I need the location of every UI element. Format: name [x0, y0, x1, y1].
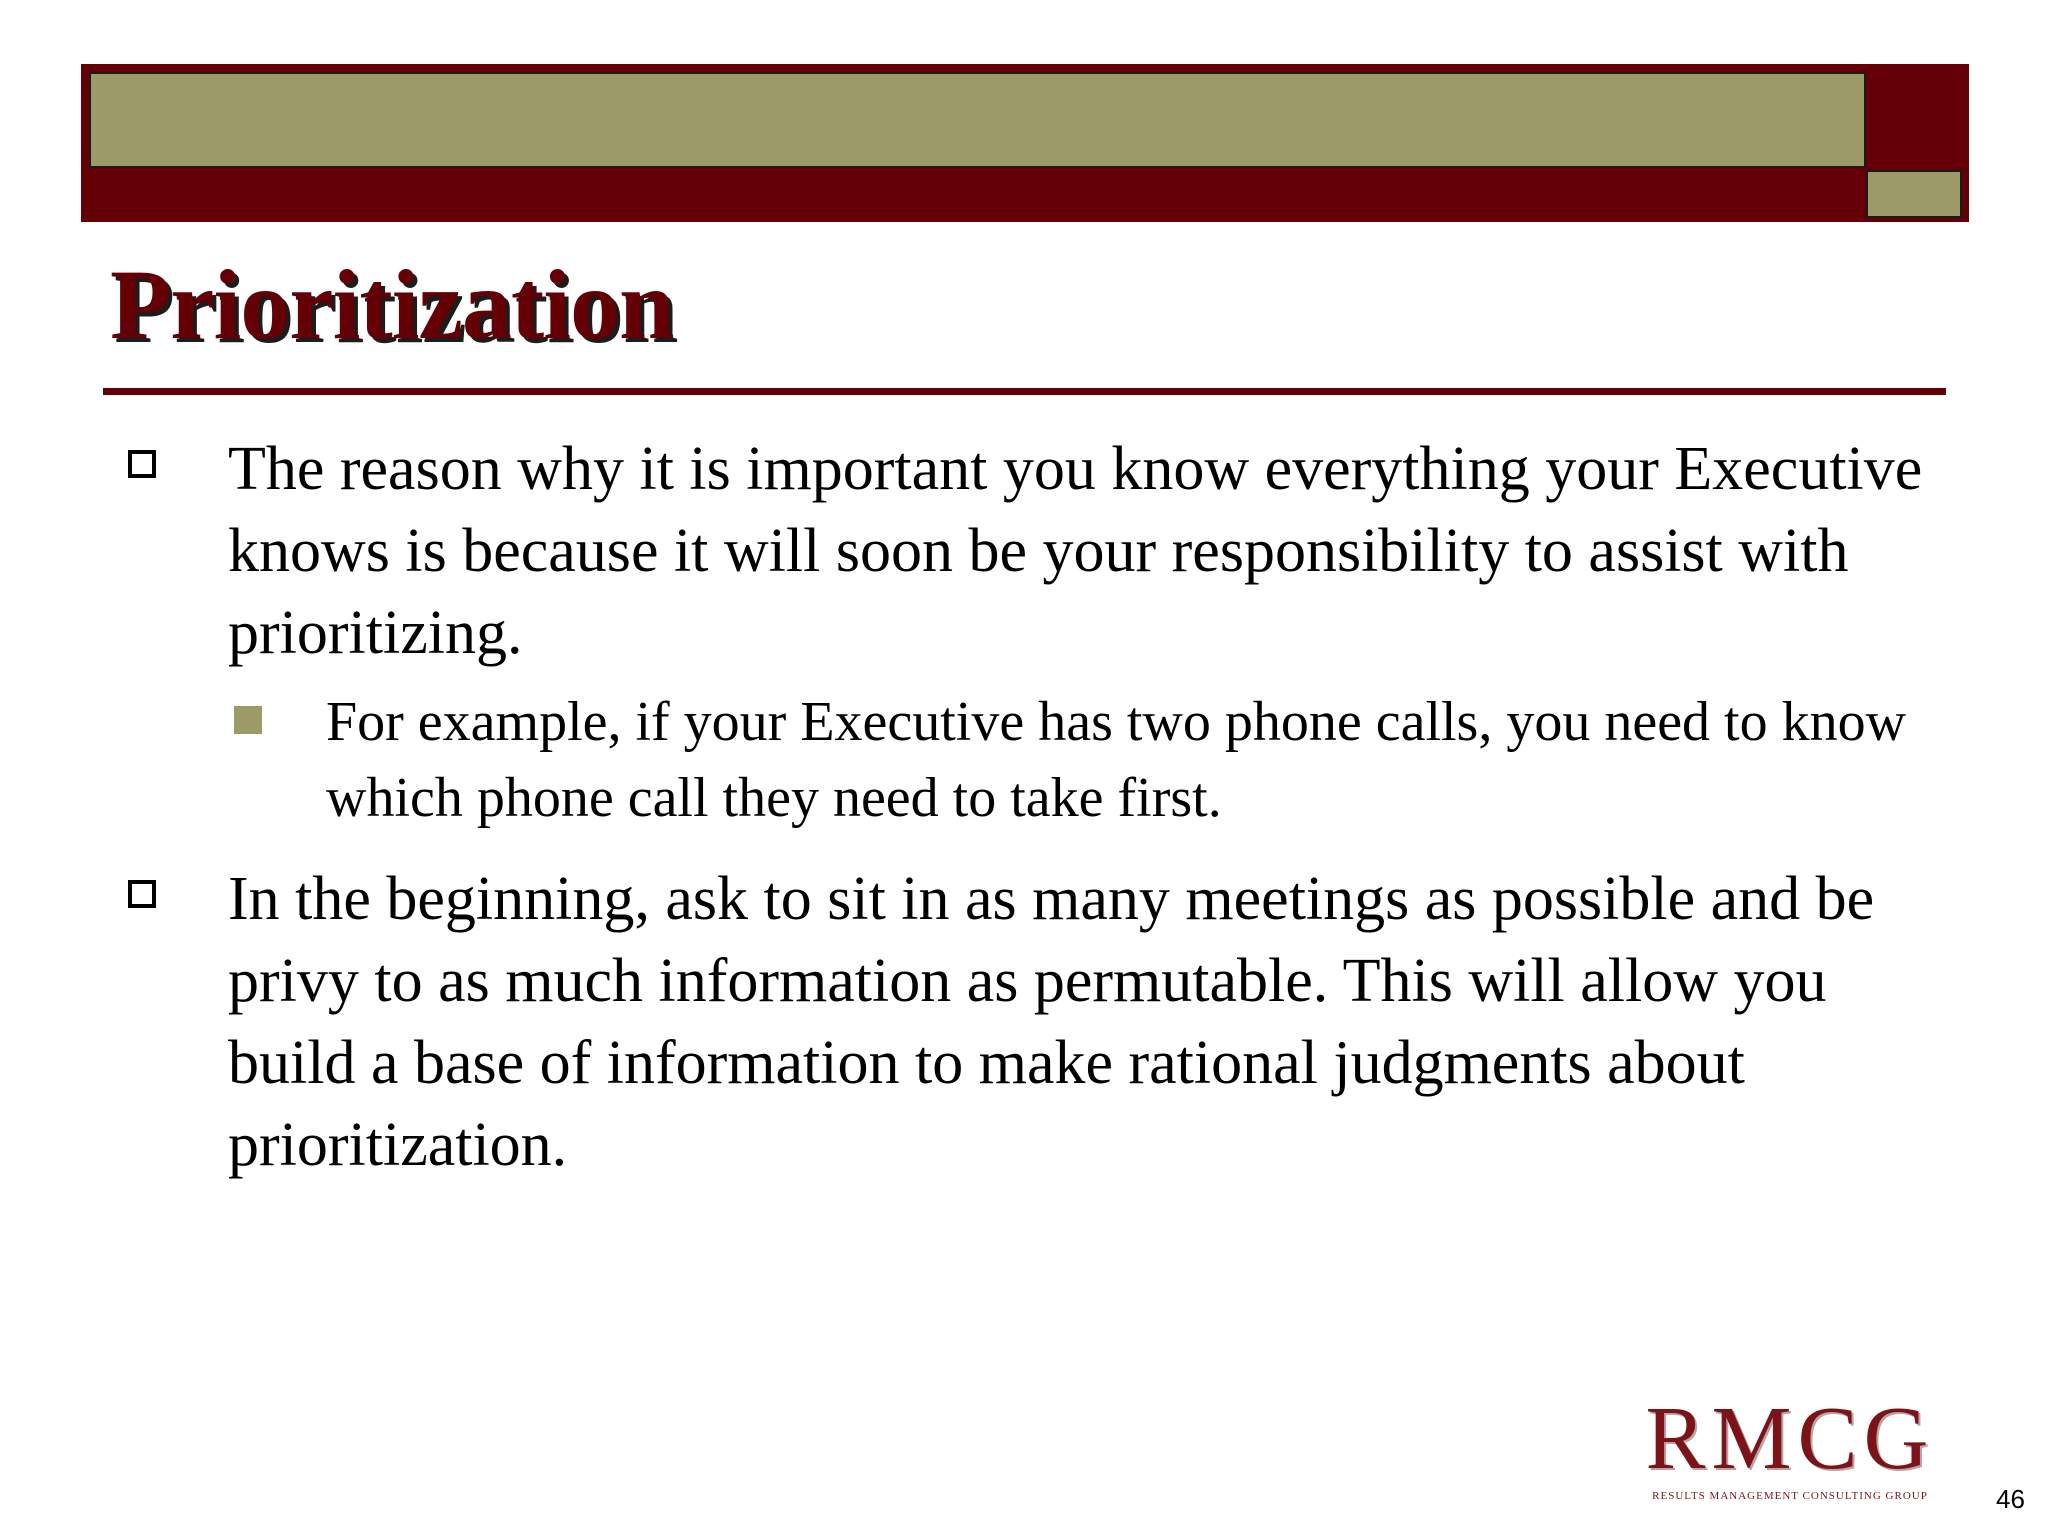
bullet-text-1: The reason why it is important you know everything your Executive knows is because it will soon be your responsibility to assist with prioritizing. — [228, 435, 1923, 667]
hollow-square-bullet-icon — [128, 450, 156, 478]
slide-title: Prioritization — [110, 249, 674, 360]
logo-letters: RMCG — [1645, 1389, 1935, 1488]
logo-subtitle: RESULTS MANAGEMENT CONSULTING GROUP — [1652, 1490, 1928, 1502]
page-number: 46 — [1996, 1484, 2025, 1514]
hollow-square-bullet-icon — [128, 880, 156, 908]
sub-bullet-text-1: For example, if your Executive has two phone calls, you need to know which phone call they need to take first. — [326, 691, 1907, 829]
filled-square-bullet-icon — [234, 706, 262, 734]
bullet-text-2: In the beginning, ask to sit in as many meetings as possible and be privy to as much information as permutable. This will allow you build a base of information to make rational judgments about prioritization. — [228, 865, 1875, 1179]
rmcg-logo — [1610, 1389, 1970, 1502]
